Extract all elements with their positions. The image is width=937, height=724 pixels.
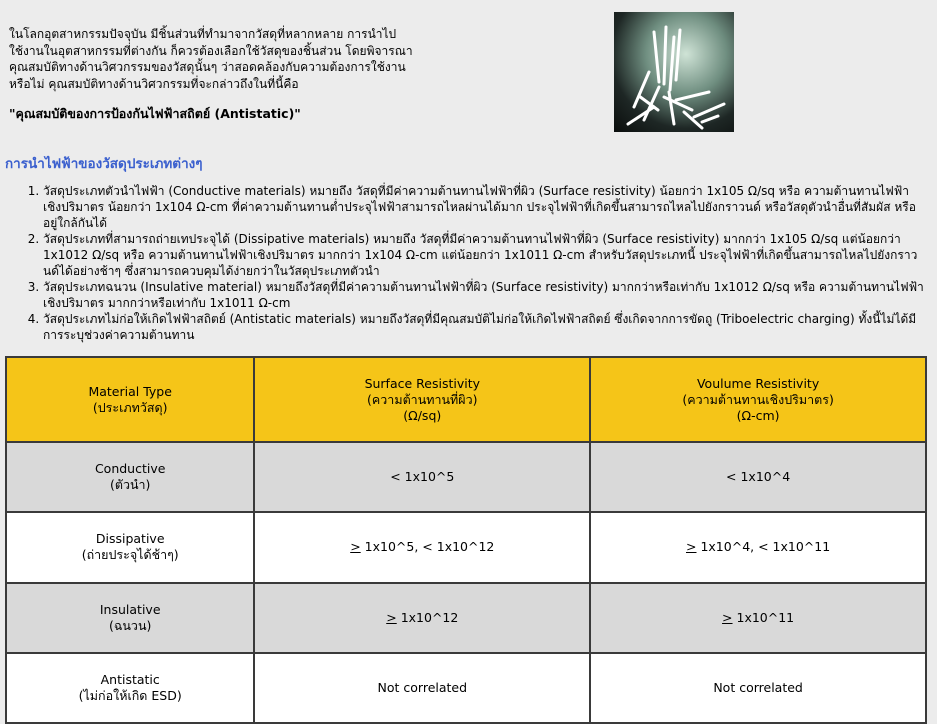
antistatic-quote: "คุณสมบัติของการป้องกันไฟฟ้าสถิตย์ (Antistatic)" xyxy=(9,106,301,121)
intro-line: คุณสมบัติทางด้านวิศวกรรมของวัสดุนั้นๆ ว่าสอดคล้องกับความต้องการใช้งาน xyxy=(9,60,406,74)
fibers-illustration xyxy=(614,12,734,132)
material-type-cell: Dissipative (ถ่ายประจุได้ช้าๆ) xyxy=(6,512,254,582)
header-volume-resistivity: Voulume Resistivity (ความต้านทานเชิงปริมาตร) (Ω-cm) xyxy=(590,357,926,442)
surface-resistivity-cell: > 1x10^12 xyxy=(254,583,590,653)
table-row xyxy=(6,442,926,512)
table-row xyxy=(6,583,926,653)
antistatic-fibers-photo xyxy=(614,12,734,132)
table-header-row xyxy=(6,357,926,442)
material-type-cell: Conductive (ตัวนำ) xyxy=(6,442,254,512)
list-item: 1. วัสดุประเภทตัวนำไฟฟ้า (Conductive materials) หมายถึง วัสดุที่มีค่าความต้านทานไฟฟ้าที่ผิว (Surface resistivity) น้อยกว่า 1x105 Ω/sq หรือ ความต้านทานไฟฟ้าเชิงปริมาตร น้อยกว่า 1x104 Ω-cm ที่ค่าความต้านทานต่ำประจุไฟฟ้าสามารถไหลผ่านได้มาก ประจุไฟฟ้าที่เกิดขึ้นสามารถไหลไปยังกราวนด์ หรือวัสดุตัวนำอื่นที่สัมผัส หรืออยู่ใกล้กันได้ xyxy=(43,183,925,231)
header-material-type: Material Type (ประเภทวัสดุ) xyxy=(6,357,254,442)
volume-resistivity-cell: < 1x10^4 xyxy=(590,442,926,512)
surface-resistivity-cell: < 1x10^5 xyxy=(254,442,590,512)
volume-resistivity-cell: > 1x10^4, < 1x10^11 xyxy=(590,512,926,582)
list-item: 3. วัสดุประเภทฉนวน (Insulative material) หมายถึงวัสดุที่มีค่าความต้านทานไฟฟ้าที่ผิว (Surface resistivity) มากกว่าหรือเท่ากับ 1x1012 Ω/sq หรือ ความต้านทานไฟฟ้าเชิงปริมาตร มากกว่าหรือเท่ากับ 1x1011 Ω-cm xyxy=(43,279,925,311)
surface-resistivity-cell: Not correlated xyxy=(254,653,590,723)
list-item: 4. วัสดุประเภทไม่ก่อให้เกิดไฟฟ้าสถิตย์ (Antistatic materials) หมายถึงวัสดุที่มีคุณสมบัติไม่ก่อให้เกิดไฟฟ้าสถิตย์ ซึ่งเกิดจากการขัดถู (Triboelectric charging) ทั้งนี้ไม่ได้มีการระบุช่วงค่าความต้านทาน xyxy=(43,311,925,343)
gte-symbol: > xyxy=(350,539,361,555)
table-row xyxy=(6,653,926,723)
volume-resistivity-cell: > 1x10^11 xyxy=(590,583,926,653)
volume-resistivity-cell: Not correlated xyxy=(590,653,926,723)
gte-symbol: > xyxy=(686,539,697,555)
table-row xyxy=(6,512,926,582)
intro-line: ในโลกอุตสาหกรรมปัจจุบัน มีชิ้นส่วนที่ทำมาจากวัสดุที่หลากหลาย การนำไป xyxy=(9,27,397,41)
resistivity-table xyxy=(5,356,927,724)
gte-symbol: > xyxy=(722,609,733,625)
list-item: 2. วัสดุประเภทที่สามารถถ่ายเทประจุได้ (Dissipative materials) หมายถึง วัสดุที่มีค่าความต้านทานไฟฟ้าที่ผิว (Surface resistivity) มากกว่า 1x105 Ω/sq แต่น้อยกว่า 1x1012 Ω/sq หรือ ความต้านทานไฟฟ้าเชิงปริมาตร มากกว่า 1x104 Ω-cm แต่น้อยกว่า 1x1011 Ω-cm สำหรับวัสดุประเภทนี้ ประจุไฟฟ้าที่เกิดขึ้นสามารถไหลไปยังกราวนด์ได้อย่างช้าๆ ซึ่งสามารถควบคุมได้ง่ายกว่าในวัสดุประเภทตัวนำ xyxy=(43,231,925,279)
intro-paragraph xyxy=(9,26,439,92)
material-type-cell: Antistatic (ไม่ก่อให้เกิด ESD) xyxy=(6,653,254,723)
section-title: การนำไฟฟ้าของวัสดุประเภทต่างๆ xyxy=(5,156,203,172)
material-definitions-list xyxy=(0,183,925,343)
intro-line: หรือไม่ คุณสมบัติทางด้านวิศวกรรมที่จะกล่าวถึงในที่นี้คือ xyxy=(9,76,299,91)
material-type-cell: Insulative (ฉนวน) xyxy=(6,583,254,653)
surface-resistivity-cell: > 1x10^5, < 1x10^12 xyxy=(254,512,590,582)
header-surface-resistivity: Surface Resistivity (ความต้านทานที่ผิว) (Ω/sq) xyxy=(254,357,590,442)
intro-line: ใช้งานในอุตสาหกรรมที่ต่างกัน ก็ควรต้องเลือกใช้วัสดุของชิ้นส่วน โดยพิจารณา xyxy=(9,43,413,58)
gte-symbol: > xyxy=(386,609,397,625)
